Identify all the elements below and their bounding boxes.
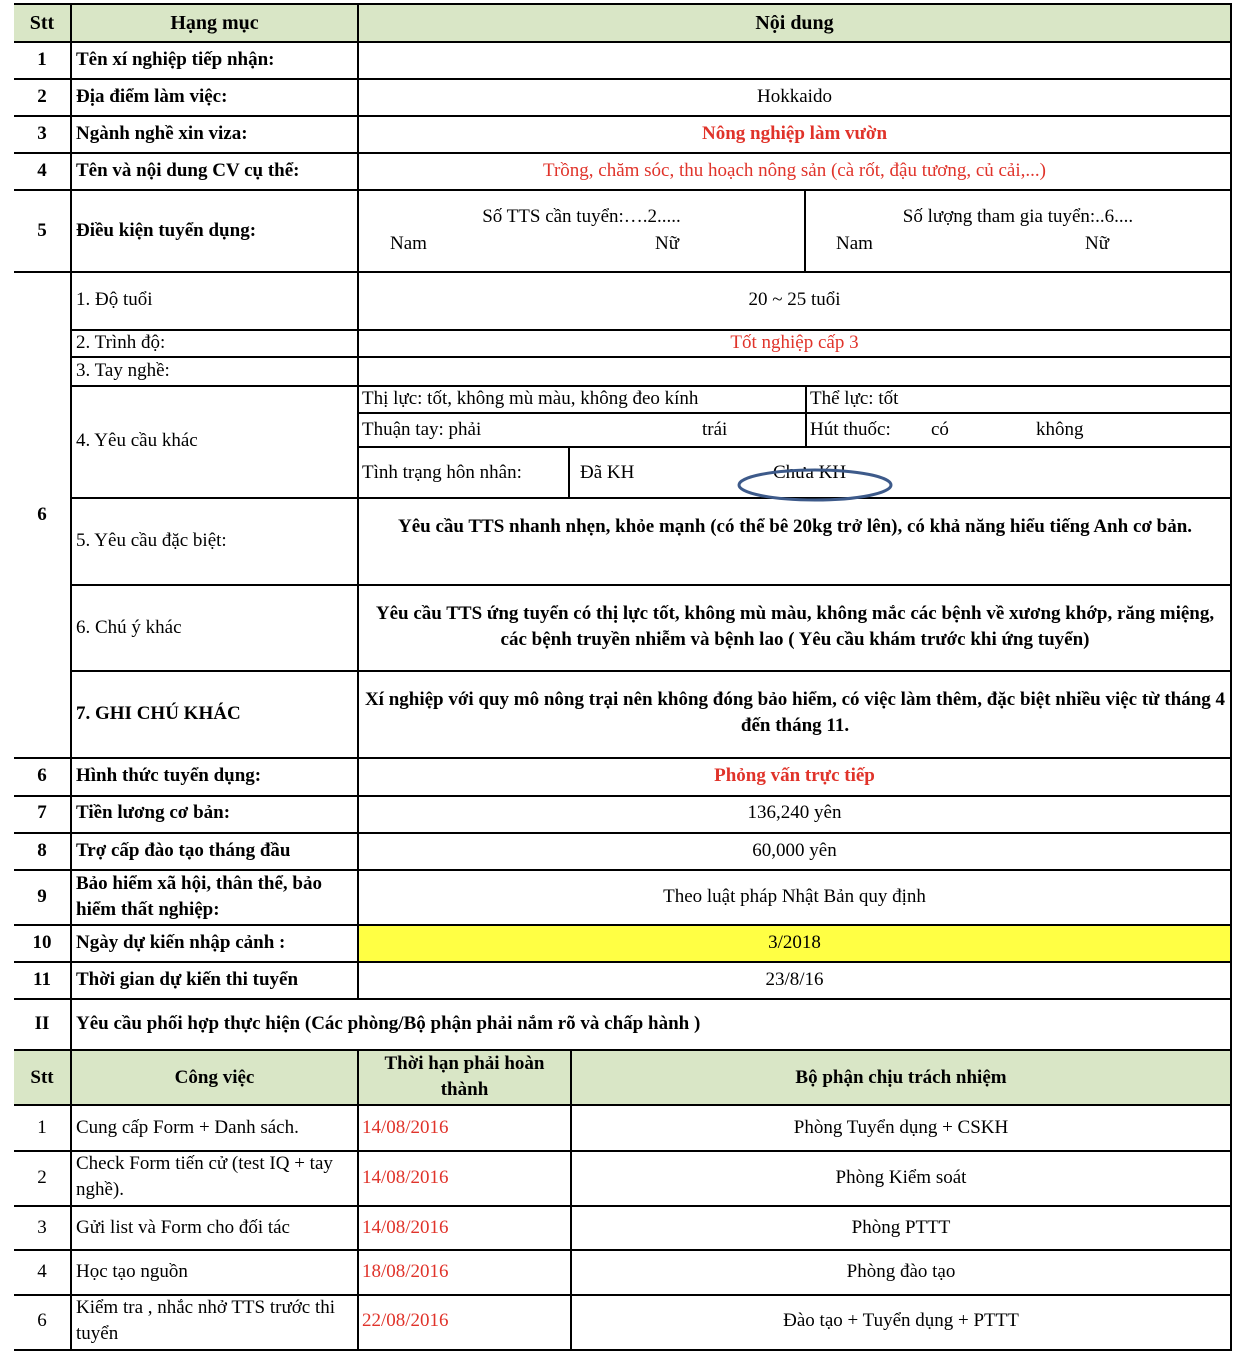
row-4-value: Trồng, chăm sóc, thu hoạch nông sản (cà rốt, đậu tương, củ cải,...) (543, 160, 1046, 181)
age-value: 20 ~ 25 tuổi (748, 289, 841, 310)
task-1-deadline: 14/08/2016 (362, 1117, 449, 1138)
row-1-no: 1 (37, 49, 47, 70)
participants-female: Nữ (1085, 233, 1110, 254)
row-8-no: 8 (37, 840, 47, 861)
needed-male: Nam (390, 233, 427, 254)
row-10-label: Ngày dự kiến nhập cảnh : (76, 932, 286, 953)
fitness-text: Thể lực: tốt (810, 388, 899, 409)
task-3-no: 3 (37, 1217, 47, 1238)
other-requirements-label: 4. Yêu cầu khác (76, 430, 198, 451)
row-6-value: Phỏng vấn trực tiếp (714, 765, 875, 786)
tasks-header-deadline: Thời hạn phải hoàn thành (384, 1053, 545, 1100)
education-label: 2. Trình độ: (76, 332, 166, 353)
marital-single: Chưa KH (773, 462, 847, 483)
needed-female: Nữ (655, 233, 680, 254)
marital-single-circle-mark (736, 466, 894, 504)
task-4-owner: Phòng đào tạo (846, 1261, 956, 1282)
task-5-no: 6 (37, 1310, 47, 1331)
row-8-label: Trợ cấp đào tạo tháng đầu (76, 840, 291, 861)
row-5-label: Điều kiện tuyển dụng: (76, 220, 257, 241)
row-4-no: 4 (37, 160, 47, 181)
extra-notes-value: Xí nghiệp với quy mô nông trại nên không đóng bảo hiểm, có việc làm thêm, đặc biệt nhiều việc từ tháng 4 đến tháng 11. (364, 689, 1226, 736)
row-7-value: 136,240 yên (747, 802, 842, 823)
notes-value: Yêu cầu TTS ứng tuyển có thị lực tốt, không mù màu, không mắc các bệnh về xương khớp, răng miệng, các bệnh truyền nhiễm và bệnh lao ( Yêu cầu khám trước khi ứng tuyển) (375, 603, 1215, 650)
needed-count: Số TTS cần tuyển:….2..... (482, 206, 681, 227)
eyesight-text: Thị lực: tốt, không mù màu, không đeo kính (362, 388, 699, 409)
marital-label: Tình trạng hôn nhân: (362, 462, 522, 483)
header-category: Hạng mục (170, 12, 259, 34)
header-stt: Stt (29, 12, 55, 34)
row-4-label: Tên và nội dung CV cụ thể: (76, 160, 300, 181)
handedness-left: trái (702, 419, 728, 440)
task-3-owner: Phòng PTTT (851, 1217, 951, 1238)
section-2-title: Yêu cầu phối hợp thực hiện (Các phòng/Bộ phận phải nắm rõ và chấp hành ) (76, 1013, 701, 1034)
special-requirements-value: Yêu cầu TTS nhanh nhẹn, khỏe mạnh (có thể bê 20kg trở lên), có khả năng hiểu tiếng Anh cơ bản. (397, 516, 1193, 537)
header-content: Nội dung (755, 12, 834, 34)
row-5-no: 5 (37, 220, 47, 241)
tasks-header-owner: Bộ phận chịu trách nhiệm (795, 1067, 1007, 1088)
row-9-label: Bảo hiểm xã hội, thân thể, bảo hiểm thất nghiệp: (76, 873, 322, 920)
task-2-no: 2 (37, 1167, 47, 1188)
section-6-no: 6 (37, 504, 47, 525)
task-5-name: Kiểm tra , nhắc nhở TTS trước thi tuyển (76, 1297, 336, 1344)
row-11-value: 23/8/16 (765, 969, 824, 990)
skill-label: 3. Tay nghề: (76, 360, 170, 381)
tasks-header-task: Công việc (174, 1067, 255, 1088)
row-3-label: Ngành nghề xin viza: (76, 123, 248, 144)
row-9-no: 9 (37, 886, 47, 907)
section-2-no: II (34, 1013, 50, 1034)
extra-notes-label: 7. GHI CHÚ KHÁC (76, 703, 241, 724)
row-7-no: 7 (37, 802, 47, 823)
row-2-label: Địa điểm làm việc: (76, 86, 228, 107)
row-3-no: 3 (37, 123, 47, 144)
row-9-value: Theo luật pháp Nhật Bản quy định (663, 886, 926, 907)
row-11-label: Thời gian dự kiến thi tuyển (76, 969, 299, 990)
row-6-no: 6 (37, 765, 47, 786)
task-3-deadline: 14/08/2016 (362, 1217, 449, 1238)
task-1-no: 1 (37, 1117, 47, 1138)
row-10-no: 10 (32, 932, 52, 953)
row-10-value: 3/2018 (768, 932, 821, 953)
row-6-label: Hình thức tuyển dụng: (76, 765, 262, 786)
task-5-owner: Đào tạo + Tuyển dụng + PTTT (783, 1310, 1019, 1331)
smoking-no: không (1036, 419, 1084, 440)
task-2-deadline: 14/08/2016 (362, 1167, 449, 1188)
task-2-owner: Phòng Kiểm soát (835, 1167, 967, 1188)
age-label: 1. Độ tuổi (76, 289, 153, 310)
row-7-label: Tiền lương cơ bản: (76, 802, 231, 823)
row-11-no: 11 (33, 969, 51, 990)
task-4-deadline: 18/08/2016 (362, 1261, 449, 1282)
row-1-label: Tên xí nghiệp tiếp nhận: (76, 49, 275, 70)
participants-count: Số lượng tham gia tuyển:..6.... (902, 206, 1134, 227)
task-4-no: 4 (37, 1261, 47, 1282)
tasks-header-stt: Stt (30, 1067, 54, 1088)
task-2-name: Check Form tiến cử (test IQ + tay nghề). (76, 1153, 333, 1200)
marital-married: Đã KH (580, 462, 635, 483)
row-8-value: 60,000 yên (752, 840, 837, 861)
task-1-name: Cung cấp Form + Danh sách. (76, 1117, 299, 1138)
row-2-no: 2 (37, 86, 47, 107)
smoking-yes: có (931, 419, 949, 440)
smoking-label: Hút thuốc: (810, 419, 891, 440)
task-5-deadline: 22/08/2016 (362, 1310, 449, 1331)
task-4-name: Học tạo nguồn (76, 1261, 188, 1282)
task-1-owner: Phòng Tuyển dụng + CSKH (793, 1117, 1009, 1138)
row-2-value: Hokkaido (757, 86, 832, 107)
task-3-name: Gửi list và Form cho đối tác (76, 1217, 290, 1238)
notes-label: 6. Chú ý khác (76, 617, 182, 638)
handedness-right: Thuận tay: phải (362, 419, 482, 440)
education-value: Tốt nghiệp cấp 3 (730, 332, 859, 353)
row-3-value: Nông nghiệp làm vườn (701, 123, 888, 144)
participants-male: Nam (836, 233, 873, 254)
special-requirements-label: 5. Yêu cầu đặc biệt: (76, 530, 227, 551)
